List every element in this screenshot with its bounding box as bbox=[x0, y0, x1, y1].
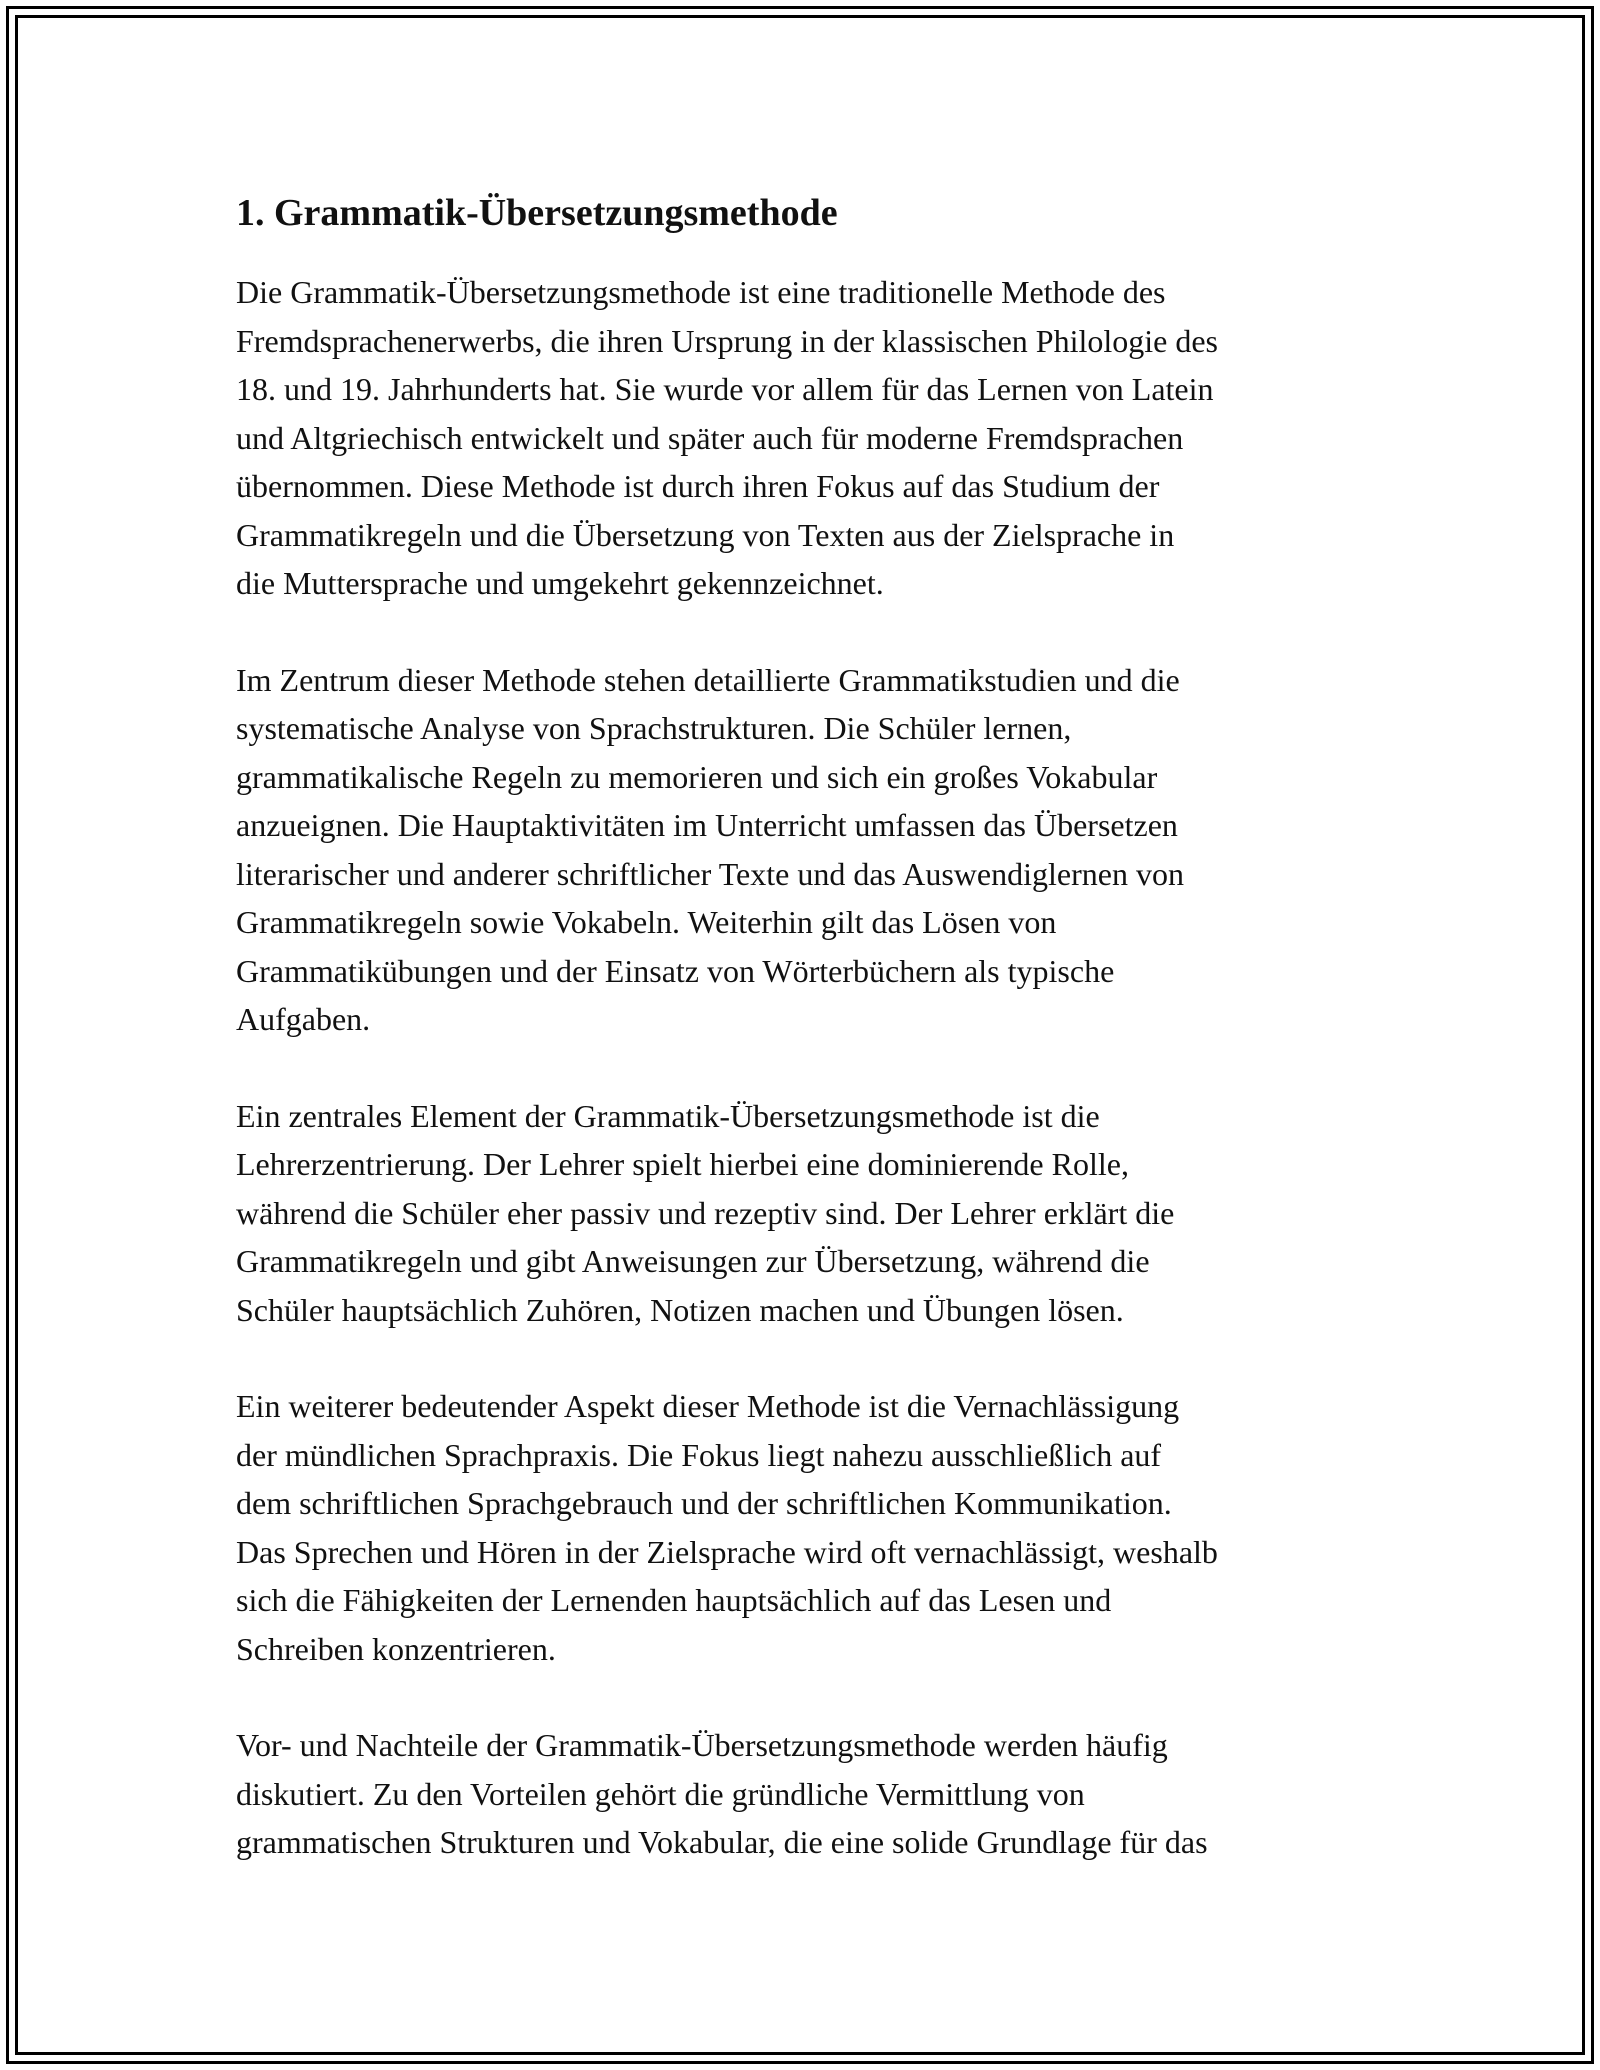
paragraph-pros-cons bbox=[236, 1721, 1366, 1867]
text-line: und Altgriechisch entwickelt und später auch für moderne Fremdsprachen bbox=[236, 419, 1184, 456]
text-line: Grammatikregeln und die Übersetzung von Texten aus der Zielsprache in bbox=[236, 516, 1175, 553]
text-line: Grammatikregeln sowie Vokabeln. Weiterhin gilt das Lösen von bbox=[236, 904, 1057, 940]
text-line: Fremdsprachenerwerbs, die ihren Ursprung in der klassischen Philologie des bbox=[236, 322, 1218, 359]
text-line: die Muttersprache und umgekehrt gekennzeichnet. bbox=[236, 565, 884, 601]
text-line: Ein zentrales Element der Grammatik-Übersetzungsmethode ist die bbox=[236, 1097, 1100, 1134]
text-line: der mündlichen Sprachpraxis. Die Fokus liegt nahezu ausschließlich auf bbox=[236, 1436, 1162, 1473]
text-line: diskutiert. Zu den Vorteilen gehört die gründliche Vermittlung von bbox=[236, 1775, 1085, 1812]
text-line: Grammatikübungen und der Einsatz von Wörterbüchern als typische bbox=[236, 952, 1115, 989]
paragraph-origin bbox=[236, 268, 1366, 608]
text-line: Grammatikregeln und gibt Anweisungen zur Übersetzung, während die bbox=[236, 1243, 1150, 1279]
text-line: Im Zentrum dieser Methode stehen detaillierte Grammatikstudien und die bbox=[236, 661, 1180, 698]
section-heading: 1. Grammatik-Übersetzungsmethode bbox=[236, 192, 838, 234]
paragraph-teacher-centered bbox=[236, 1092, 1366, 1335]
text-line: Aufgaben. bbox=[236, 1001, 371, 1037]
text-line: Vor- und Nachteile der Grammatik-Übersetzungsmethode werden häufig bbox=[236, 1727, 1168, 1763]
text-line: literarischer und anderer schriftlicher Texte und das Auswendiglernen von bbox=[236, 855, 1184, 892]
text-line: dem schriftlichen Sprachgebrauch und der schriftlichen Kommunikation. bbox=[236, 1485, 1172, 1521]
text-line: Schreiben konzentrieren. bbox=[236, 1630, 556, 1667]
text-line: Die Grammatik-Übersetzungsmethode ist eine traditionelle Methode des bbox=[236, 274, 1166, 310]
text-line: während die Schüler eher passiv und rezeptiv sind. Der Lehrer erklärt die bbox=[236, 1194, 1175, 1231]
text-line: Schüler hauptsächlich Zuhören, Notizen machen und Übungen lösen. bbox=[236, 1291, 1124, 1328]
text-line: anzueignen. Die Hauptaktivitäten im Unterricht umfassen das Übersetzen bbox=[236, 807, 1178, 843]
text-line: grammatischen Strukturen und Vokabular, die eine solide Grundlage für das bbox=[236, 1824, 1208, 1860]
text-line: Lehrerzentrierung. Der Lehrer spielt hierbei eine dominierende Rolle, bbox=[236, 1146, 1129, 1182]
text-line: sich die Fähigkeiten der Lernenden hauptsächlich auf das Lesen und bbox=[236, 1582, 1112, 1618]
text-line: Ein weiterer bedeutender Aspekt dieser Methode ist die Vernachlässigung bbox=[236, 1388, 1180, 1424]
text-line: grammatikalische Regeln zu memorieren und sich ein großes Vokabular bbox=[236, 758, 1158, 795]
paragraph-oral-neglect bbox=[236, 1382, 1366, 1673]
text-line: systematische Analyse von Sprachstrukturen. Die Schüler lernen, bbox=[236, 710, 1072, 746]
paragraph-grammar-focus bbox=[236, 656, 1366, 1044]
document-body bbox=[236, 188, 1366, 1915]
text-line: übernommen. Diese Methode ist durch ihren Fokus auf das Studium der bbox=[236, 468, 1160, 504]
text-line: Das Sprechen und Hören in der Zielsprache wird oft vernachlässigt, weshalb bbox=[236, 1533, 1218, 1570]
text-line: 18. und 19. Jahrhunderts hat. Sie wurde vor allem für das Lernen von Latein bbox=[236, 371, 1214, 407]
